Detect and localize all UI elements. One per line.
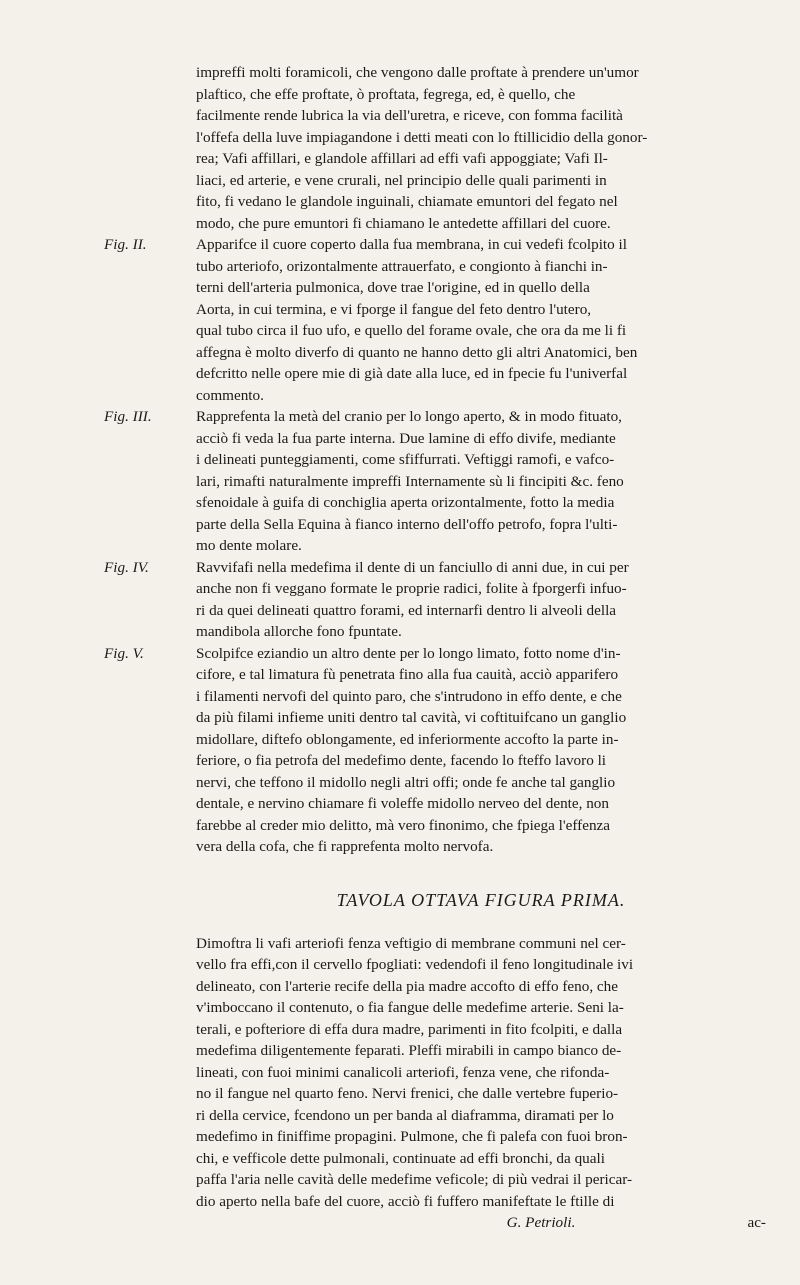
text-line: ri della cervice, fcendono un per banda al diaframma, diramati per lo <box>196 1106 614 1124</box>
text-line: vello fra effi,con il cervello fpogliati: vedendofi il feno longitudinale ivi <box>196 956 634 973</box>
text-line: v'imboccano il contenuto, o fia fangue delle medefime arterie. Seni la- <box>196 999 624 1016</box>
text-line: dentale, e nervino chiamare fi voleffe midollo nerveo del dente, non <box>196 795 609 812</box>
text-line: defcritto nelle opere mie di già date alla luce, ed in fpecie fu l'univerfal <box>196 365 628 382</box>
text-line: rea; Vafi affillari, e glandole affillari ad effi vafi appoggiate; Vafi Il- <box>196 150 608 167</box>
text-line: qual tubo circa il fuo ufo, e quello del forame ovale, che ora da me li fi <box>196 322 627 339</box>
figure-label-4: Fig. IV. <box>104 558 149 576</box>
text-line: lineati, con fuoi minimi canalicoli arteriofi, fenza vene, che rifonda- <box>196 1063 610 1081</box>
text-line: Ravvifafi nella medefima il dente di un fanciullo di anni due, in cui per <box>196 558 629 576</box>
text-line: midollare, diftefo oblongamente, ed inferiormente accofto la parte in- <box>196 730 619 748</box>
signature-line <box>196 1212 766 1234</box>
text-line: mandibola allorche fono fpuntate. <box>196 623 402 640</box>
text-line: medefimo in finiffime propagini. Pulmone, che fi palefa con fuoi bron- <box>196 1128 628 1145</box>
figure-label-5: Fig. V. <box>104 644 144 662</box>
figure-label-2: Fig. II. <box>104 236 147 253</box>
text-line: medefima diligentemente feparati. Pleffi mirabili in campo bianco de- <box>196 1042 622 1059</box>
signature: G. Petrioli. <box>506 1214 576 1231</box>
text-line: farebbe al creder mio delitto, mà vero finonimo, che fpiega l'effenza <box>196 816 611 834</box>
text-line: modo, che pure emuntori fi chiamano le antedette affillari del cuore. <box>196 214 611 232</box>
text-line: terni dell'arteria pulmonica, dove trae l'origine, ed in quello della <box>196 279 590 296</box>
text-line: commento. <box>196 386 264 404</box>
paragraph-final <box>196 933 766 1213</box>
text-line: i filamenti nervofi del quinto paro, che s'intrudono in effo dente, e che <box>196 687 622 705</box>
text-line: Apparifce il cuore coperto dalla fua membrana, in cui vedefi fcolpito il <box>196 236 627 253</box>
section-heading: TAVOLA OTTAVA FIGURA PRIMA. <box>336 889 626 910</box>
text-line: impreffi molti foramicoli, che vengono dalle proftate à prendere un'umor <box>196 64 639 81</box>
text-line: feriore, o fia petrofa del medefimo dente, facendo lo fteffo lavoro li <box>196 752 607 769</box>
text-line: nervi, che teffono il midollo negli altri offi; onde fe anche tal ganglio <box>196 773 616 791</box>
text-line: Dimoftra li vafi arteriofi fenza veftigio di membrane communi nel cer- <box>196 934 626 952</box>
text-line: lari, rimafti naturalmente impreffi Internamente sù li fincipiti &c. feno <box>196 472 624 490</box>
text-line: sfenoidale à guifa di conchiglia aperta orizontalmente, fotto la media <box>196 494 615 511</box>
text-line: delineato, con l'arterie recife della pia madre accofto di effo feno, che <box>196 977 618 995</box>
text-line: ri da quei delineati quattro forami, ed internarfi dentro li alveoli della <box>196 601 617 619</box>
paragraph-fig-5 <box>104 643 766 858</box>
text-line: cifore, e tal limatura fù penetrata fino alla fua cauità, acciò apparifero <box>196 666 619 683</box>
figure-label-3: Fig. III. <box>104 408 152 425</box>
catchword: ac- <box>747 1214 766 1231</box>
text-line: i delineati punteggiamenti, come sfiffurrati. Veftiggi ramofi, e vafco- <box>196 451 615 468</box>
text-line: tubo arteriofo, orizontalmente attrauerfato, e congionto à fianchi in- <box>196 257 608 275</box>
text-line: anche non fi veggano formate le proprie radici, folite à fporgerfi infuo- <box>196 580 627 597</box>
text-line: dio aperto nella bafe del cuore, acciò fi fuffero manifeftate le ftille di <box>196 1192 615 1210</box>
text-line: terali, e pofteriore di effa dura madre, parimenti in fito fcolpiti, e dalla <box>196 1020 623 1038</box>
text-line: vera della cofa, che fi rapprefenta molto nervofa. <box>196 838 494 855</box>
text-line: chi, e vefficole dette pulmonali, continuate ad effi bronchi, da quali <box>196 1149 605 1167</box>
text-line: parte della Sella Equina à fianco interno dell'offo petrofo, fopra l'ulti- <box>196 515 618 533</box>
text-line: mo dente molare. <box>196 537 302 554</box>
text-line: facilmente rende lubrica la via dell'uretra, e riceve, con fomma facilità <box>196 107 623 124</box>
paragraph-fig-4 <box>104 557 766 643</box>
text-line: Scolpifce eziandio un altro dente per lo longo limato, fotto nome d'in- <box>196 644 621 662</box>
text-line: affegna è molto diverfo di quanto ne hanno detto gli altri Anatomici, ben <box>196 343 638 361</box>
paragraph-intro <box>196 62 766 234</box>
text-column <box>104 62 766 1234</box>
text-line: Aorta, in cui termina, e vi fporge il fangue del feto dentro l'utero, <box>196 300 592 318</box>
text-line: fito, fi vedano le glandole inguinali, chiamate emuntori del fegato nel <box>196 193 618 210</box>
text-line: acciò fi veda la fua parte interna. Due lamine di effo divife, mediante <box>196 429 616 447</box>
paragraph-fig-3 <box>104 406 766 557</box>
text-line: l'offefa della luve impiagandone i detti meati con lo ftillicidio della gonor- <box>196 128 648 146</box>
text-line: liaci, ed arterie, e vene crurali, nel principio delle quali parimenti in <box>196 171 607 189</box>
text-line: no il fangue nel quarto feno. Nervi frenici, che dalle vertebre fuperio- <box>196 1085 619 1102</box>
text-line: plaftico, che effe proftate, ò proftata, fegrega, ed, è quello, che <box>196 85 576 103</box>
text-line: da più filami infieme uniti dentro tal cavità, vi coftituifcano un ganglio <box>196 709 627 726</box>
text-line: Rapprefenta la metà del cranio per lo longo aperto, & in modo fituato, <box>196 408 622 425</box>
paragraph-fig-2 <box>104 234 766 406</box>
text-line: paffa l'aria nelle cavità delle medefime veficole; di più vedrai il pericar- <box>196 1171 633 1188</box>
